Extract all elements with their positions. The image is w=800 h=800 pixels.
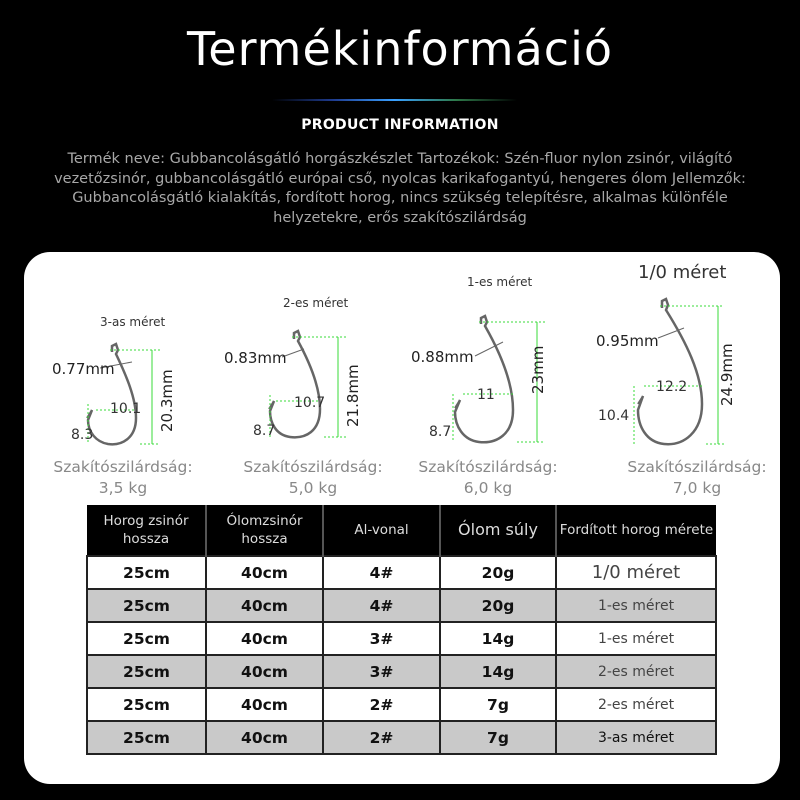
strength-title: Szakítószilárdság: xyxy=(627,458,767,476)
page-title: Termékinformáció xyxy=(186,22,614,76)
wire-diameter-label: 0.77mm xyxy=(52,360,115,378)
gap-label: 12.2 xyxy=(656,379,688,395)
height-label: 21.8mm xyxy=(344,364,362,427)
table-cell: 3-as méret xyxy=(556,721,716,754)
table-cell: 40cm xyxy=(206,721,323,754)
table-cell: 25cm xyxy=(87,622,206,655)
table-cell: 1/0 méret xyxy=(556,556,716,589)
strength-label xyxy=(48,457,198,499)
table-cell: 2# xyxy=(323,688,440,721)
column-header: Ólom súly xyxy=(440,505,556,556)
column-header: Horog zsinór hossza xyxy=(87,505,206,556)
table-cell: 40cm xyxy=(206,556,323,589)
hook-drawing xyxy=(269,331,320,437)
page-subtitle: PRODUCT INFORMATION xyxy=(301,117,499,133)
column-header: Al-vonal xyxy=(323,505,440,556)
strength-title: Szakítószilárdság: xyxy=(53,458,193,476)
tip-label: 10.4 xyxy=(598,408,630,424)
column-header: Fordított horog mérete xyxy=(556,505,716,556)
hook-size-label: 1/0 méret xyxy=(638,262,727,283)
table-cell: 7g xyxy=(440,721,556,754)
hook-diagram xyxy=(405,310,565,450)
gap-label: 10.1 xyxy=(110,401,142,417)
hook-diagram xyxy=(220,325,375,445)
table-header-row xyxy=(87,505,716,556)
wire-diameter-label: 0.83mm xyxy=(224,349,287,367)
height-label: 20.3mm xyxy=(158,369,176,432)
strength-value: 6,0 kg xyxy=(463,479,513,497)
strength-title: Szakítószilárdság: xyxy=(243,458,383,476)
hook-diagram xyxy=(40,340,190,450)
title-underline xyxy=(272,99,517,101)
wire-diameter-label: 0.95mm xyxy=(596,332,659,350)
table-cell: 20g xyxy=(440,589,556,622)
spec-table xyxy=(86,505,717,755)
dimension-lines xyxy=(634,306,724,444)
hook-drawing xyxy=(455,316,513,442)
table-cell: 1-es méret xyxy=(556,589,716,622)
table-row xyxy=(87,655,716,688)
table-cell: 25cm xyxy=(87,655,206,688)
table-cell: 14g xyxy=(440,622,556,655)
table-row xyxy=(87,721,716,754)
table-cell: 2# xyxy=(323,721,440,754)
table-cell: 4# xyxy=(323,589,440,622)
strength-label xyxy=(622,457,772,499)
table-cell: 40cm xyxy=(206,688,323,721)
table-cell: 20g xyxy=(440,556,556,589)
strength-title: Szakítószilárdság: xyxy=(418,458,558,476)
table-cell: 2-es méret xyxy=(556,655,716,688)
table-cell: 3# xyxy=(323,622,440,655)
table-row xyxy=(87,622,716,655)
hook-drawing xyxy=(638,299,702,444)
strength-label xyxy=(413,457,563,499)
product-description: Termék neve: Gubbancolásgátló horgászkészlet Tartozékok: Szén-fluor nylon zsinór, világító vezetőzsinór, gubbancolásgátló európai cső, nyolcas karikafogantyú, hengeres ólom Jellemzők: Gubbancolásgátló kialakítás, fordított horog, nincs szükség telepítésre, alkalmas különféle helyzetekre, erős szakítószilárdság xyxy=(54,151,746,226)
tip-label: 8.7 xyxy=(429,424,452,440)
table-row xyxy=(87,556,716,589)
table-cell: 40cm xyxy=(206,622,323,655)
table-row xyxy=(87,688,716,721)
height-label: 23mm xyxy=(529,345,547,394)
table-cell: 4# xyxy=(323,556,440,589)
table-cell: 7g xyxy=(440,688,556,721)
table-cell: 40cm xyxy=(206,655,323,688)
table-cell: 25cm xyxy=(87,721,206,754)
hook-size-label: 3-as méret xyxy=(100,315,166,329)
table-cell: 40cm xyxy=(206,589,323,622)
table-cell: 1-es méret xyxy=(556,622,716,655)
hook-size-label: 1-es méret xyxy=(467,275,533,289)
column-header: Ólomzsinór hossza xyxy=(206,505,323,556)
wire-diameter-label: 0.88mm xyxy=(411,348,474,366)
table-cell: 25cm xyxy=(87,589,206,622)
strength-label xyxy=(238,457,388,499)
tip-label: 8.7 xyxy=(253,423,276,439)
strength-value: 7,0 kg xyxy=(672,479,722,497)
strength-value: 3,5 kg xyxy=(98,479,148,497)
strength-value: 5,0 kg xyxy=(288,479,338,497)
table-cell: 14g xyxy=(440,655,556,688)
gap-label: 10.7 xyxy=(294,395,326,411)
table-cell: 25cm xyxy=(87,556,206,589)
table-cell: 3# xyxy=(323,655,440,688)
tip-label: 8.3 xyxy=(71,427,94,443)
table-row xyxy=(87,589,716,622)
hook-diagram xyxy=(592,294,752,454)
table-cell: 25cm xyxy=(87,688,206,721)
table-cell: 2-es méret xyxy=(556,688,716,721)
gap-label: 11 xyxy=(477,387,495,403)
height-label: 24.9mm xyxy=(718,343,736,406)
hook-size-label: 2-es méret xyxy=(283,296,349,310)
